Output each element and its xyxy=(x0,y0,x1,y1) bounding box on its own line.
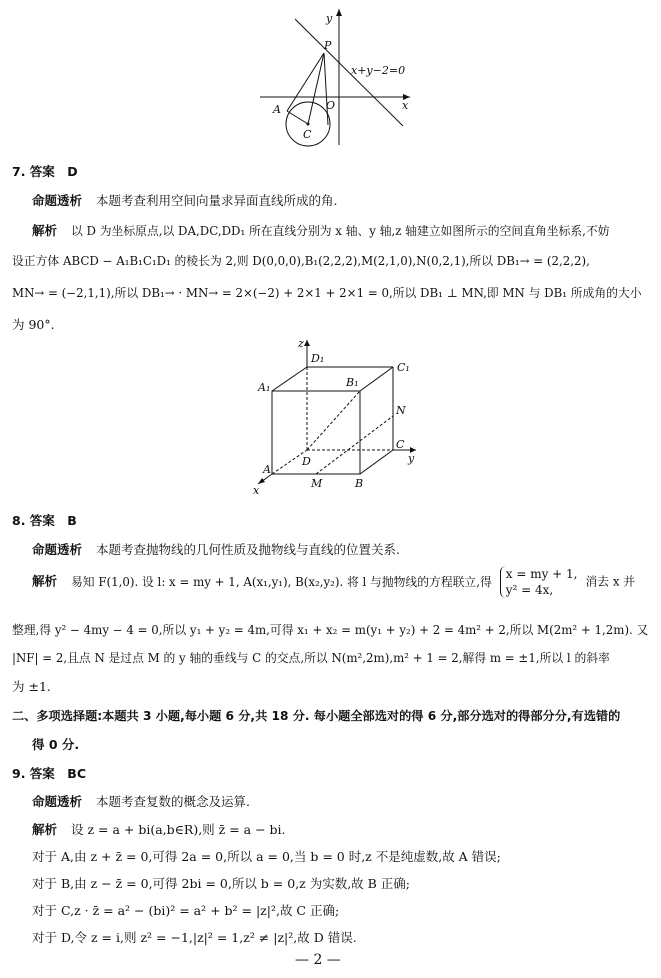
label-c: C xyxy=(303,128,312,141)
figure-circle-line xyxy=(260,5,420,147)
q9-option-c: 对于 C,z · z̄ = a² − (bi)² = a² + b² = |z|²,故 C 正确; xyxy=(32,903,340,918)
center-dot xyxy=(307,123,310,126)
edge-a1d1 xyxy=(272,367,307,391)
q8-intent xyxy=(32,540,400,558)
label-m: M xyxy=(311,477,323,490)
label-c-cube: C xyxy=(396,438,405,451)
z-axis-arrow xyxy=(304,340,310,346)
q9-analysis-label: 解析 xyxy=(32,822,58,837)
figure-cube xyxy=(248,334,428,496)
segment-db1 xyxy=(307,391,360,450)
segment-ac xyxy=(287,111,308,124)
label-p: P xyxy=(324,39,332,52)
label-x: x xyxy=(402,99,409,112)
front-face xyxy=(272,391,360,474)
q8-analysis-label: 解析 xyxy=(32,573,58,589)
q9-intent xyxy=(32,792,250,810)
q7-intent-label: 命题透析 xyxy=(32,193,83,208)
q8-intent-text: 本题考查抛物线的几何性质及抛物线与直线的位置关系. xyxy=(96,542,400,557)
q9-answer: 9. 答案 BC xyxy=(12,766,86,781)
q7-line2: 设正方体 ABCD − A₁B₁C₁D₁ 的棱长为 2,则 D(0,0,0),B₁(2,2,2),M(2,1,0),N(0,2,1),所以 DB₁→ = (2,2,2), xyxy=(12,254,590,268)
q8-line2: 整理,得 y² − 4my − 4 = 0,所以 y₁ + y₂ = 4m,可得 x₁ + x₂ = m(y₁ + y₂) + 2 = 4m² + 2,所以 M(2m² + 1,2m). 又 xyxy=(12,623,649,637)
segment-pc xyxy=(308,53,324,124)
edge-b1c1 xyxy=(360,367,393,391)
q8-equation-system xyxy=(500,566,578,598)
label-n: N xyxy=(396,404,406,417)
q7-intent xyxy=(32,191,337,209)
page-number: — 2 — xyxy=(295,952,341,968)
q8-intent-label: 命题透析 xyxy=(32,542,83,557)
label-d1: D₁ xyxy=(311,352,325,365)
q9-intent-label: 命题透析 xyxy=(32,794,83,809)
label-d: D xyxy=(302,455,311,468)
q9-intent-text: 本题考查复数的概念及运算. xyxy=(96,794,250,809)
section2-line2: 得 0 分. xyxy=(32,737,80,752)
q8-line3: |NF| = 2,且点 N 是过点 M 的 y 轴的垂线与 C 的交点,所以 N(m²,2m),m² + 1 = 2,解得 m = ±1,所以 l 的斜率 xyxy=(12,651,610,665)
q7-analysis-label: 解析 xyxy=(32,223,58,238)
label-x-cube: x xyxy=(253,484,260,496)
label-b: B xyxy=(355,477,364,490)
y-axis-arrow xyxy=(336,9,342,16)
q8-analysis-line1 xyxy=(32,566,635,598)
q7-line4: 为 90°. xyxy=(12,317,55,332)
edge-bc xyxy=(360,450,393,474)
q9-option-b: 对于 B,由 z − z̄ = 0,可得 2bi = 0,所以 b = 0,z 为实数,故 B 正确; xyxy=(32,876,411,891)
q7-line1-text: 以 D 为坐标原点,以 DA,DC,DD₁ 所在直线分别为 x 轴、y 轴,z 轴建立如图所示的空间直角坐标系,不妨 xyxy=(71,224,610,238)
q9-option-d: 对于 D,令 z = i,则 z² = −1,|z|² = 1,z² ≠ |z|²,故 D 错误. xyxy=(32,930,357,945)
label-line-eq: x+y−2=0 xyxy=(351,64,406,77)
q9-analysis xyxy=(32,820,286,838)
label-b1: B₁ xyxy=(346,376,359,389)
label-c1: C₁ xyxy=(397,361,410,374)
q9-analysis-text: 设 z = a + bi(a,b∈R),则 z̄ = a − bi. xyxy=(71,822,286,837)
q8-system-bottom: y² = 4x, xyxy=(505,583,554,597)
label-a1: A₁ xyxy=(258,381,271,394)
tangent-pb xyxy=(324,53,328,125)
q8-answer: 8. 答案 B xyxy=(12,513,77,528)
label-a-cube: A xyxy=(263,463,271,476)
q9-option-a: 对于 A,由 z + z̄ = 0,可得 2a = 0,所以 a = 0,当 b = 0 时,z 不是纯虚数,故 A 错误; xyxy=(32,849,501,864)
label-y-cube: y xyxy=(408,452,415,465)
label-origin: O xyxy=(326,99,336,112)
q8-line4: 为 ±1. xyxy=(12,679,51,694)
q8-system-top: x = my + 1, xyxy=(505,567,578,581)
q7-intent-text: 本题考查利用空间向量求异面直线所成的角. xyxy=(96,193,338,208)
q7-line3: MN→ = (−2,1,1),所以 DB₁→ · MN→ = 2×(−2) + 2×1 + 2×1 = 0,所以 DB₁ ⊥ MN,即 MN 与 DB₁ 所成角的大小 xyxy=(12,286,642,300)
q7-analysis-line1 xyxy=(32,221,610,239)
q7-answer: 7. 答案 D xyxy=(12,164,78,179)
q8-line1-text: 易知 F(1,0). 设 l: x = my + 1, A(x₁,y₁), B(x₂,y₂). 将 l 与抛物线的方程联立,得 xyxy=(71,574,492,589)
segment-mn xyxy=(316,416,393,474)
label-z: z xyxy=(298,337,304,350)
label-y: y xyxy=(326,12,333,25)
label-a: A xyxy=(273,103,281,116)
q8-line1-tail: 消去 x 并 xyxy=(585,574,636,589)
section2-line1: 二、多项选择题:本题共 3 小题,每小题 6 分,共 18 分. 每小题全部选对的得 6 分,部分选对的得部分分,有选错的 xyxy=(12,709,621,723)
